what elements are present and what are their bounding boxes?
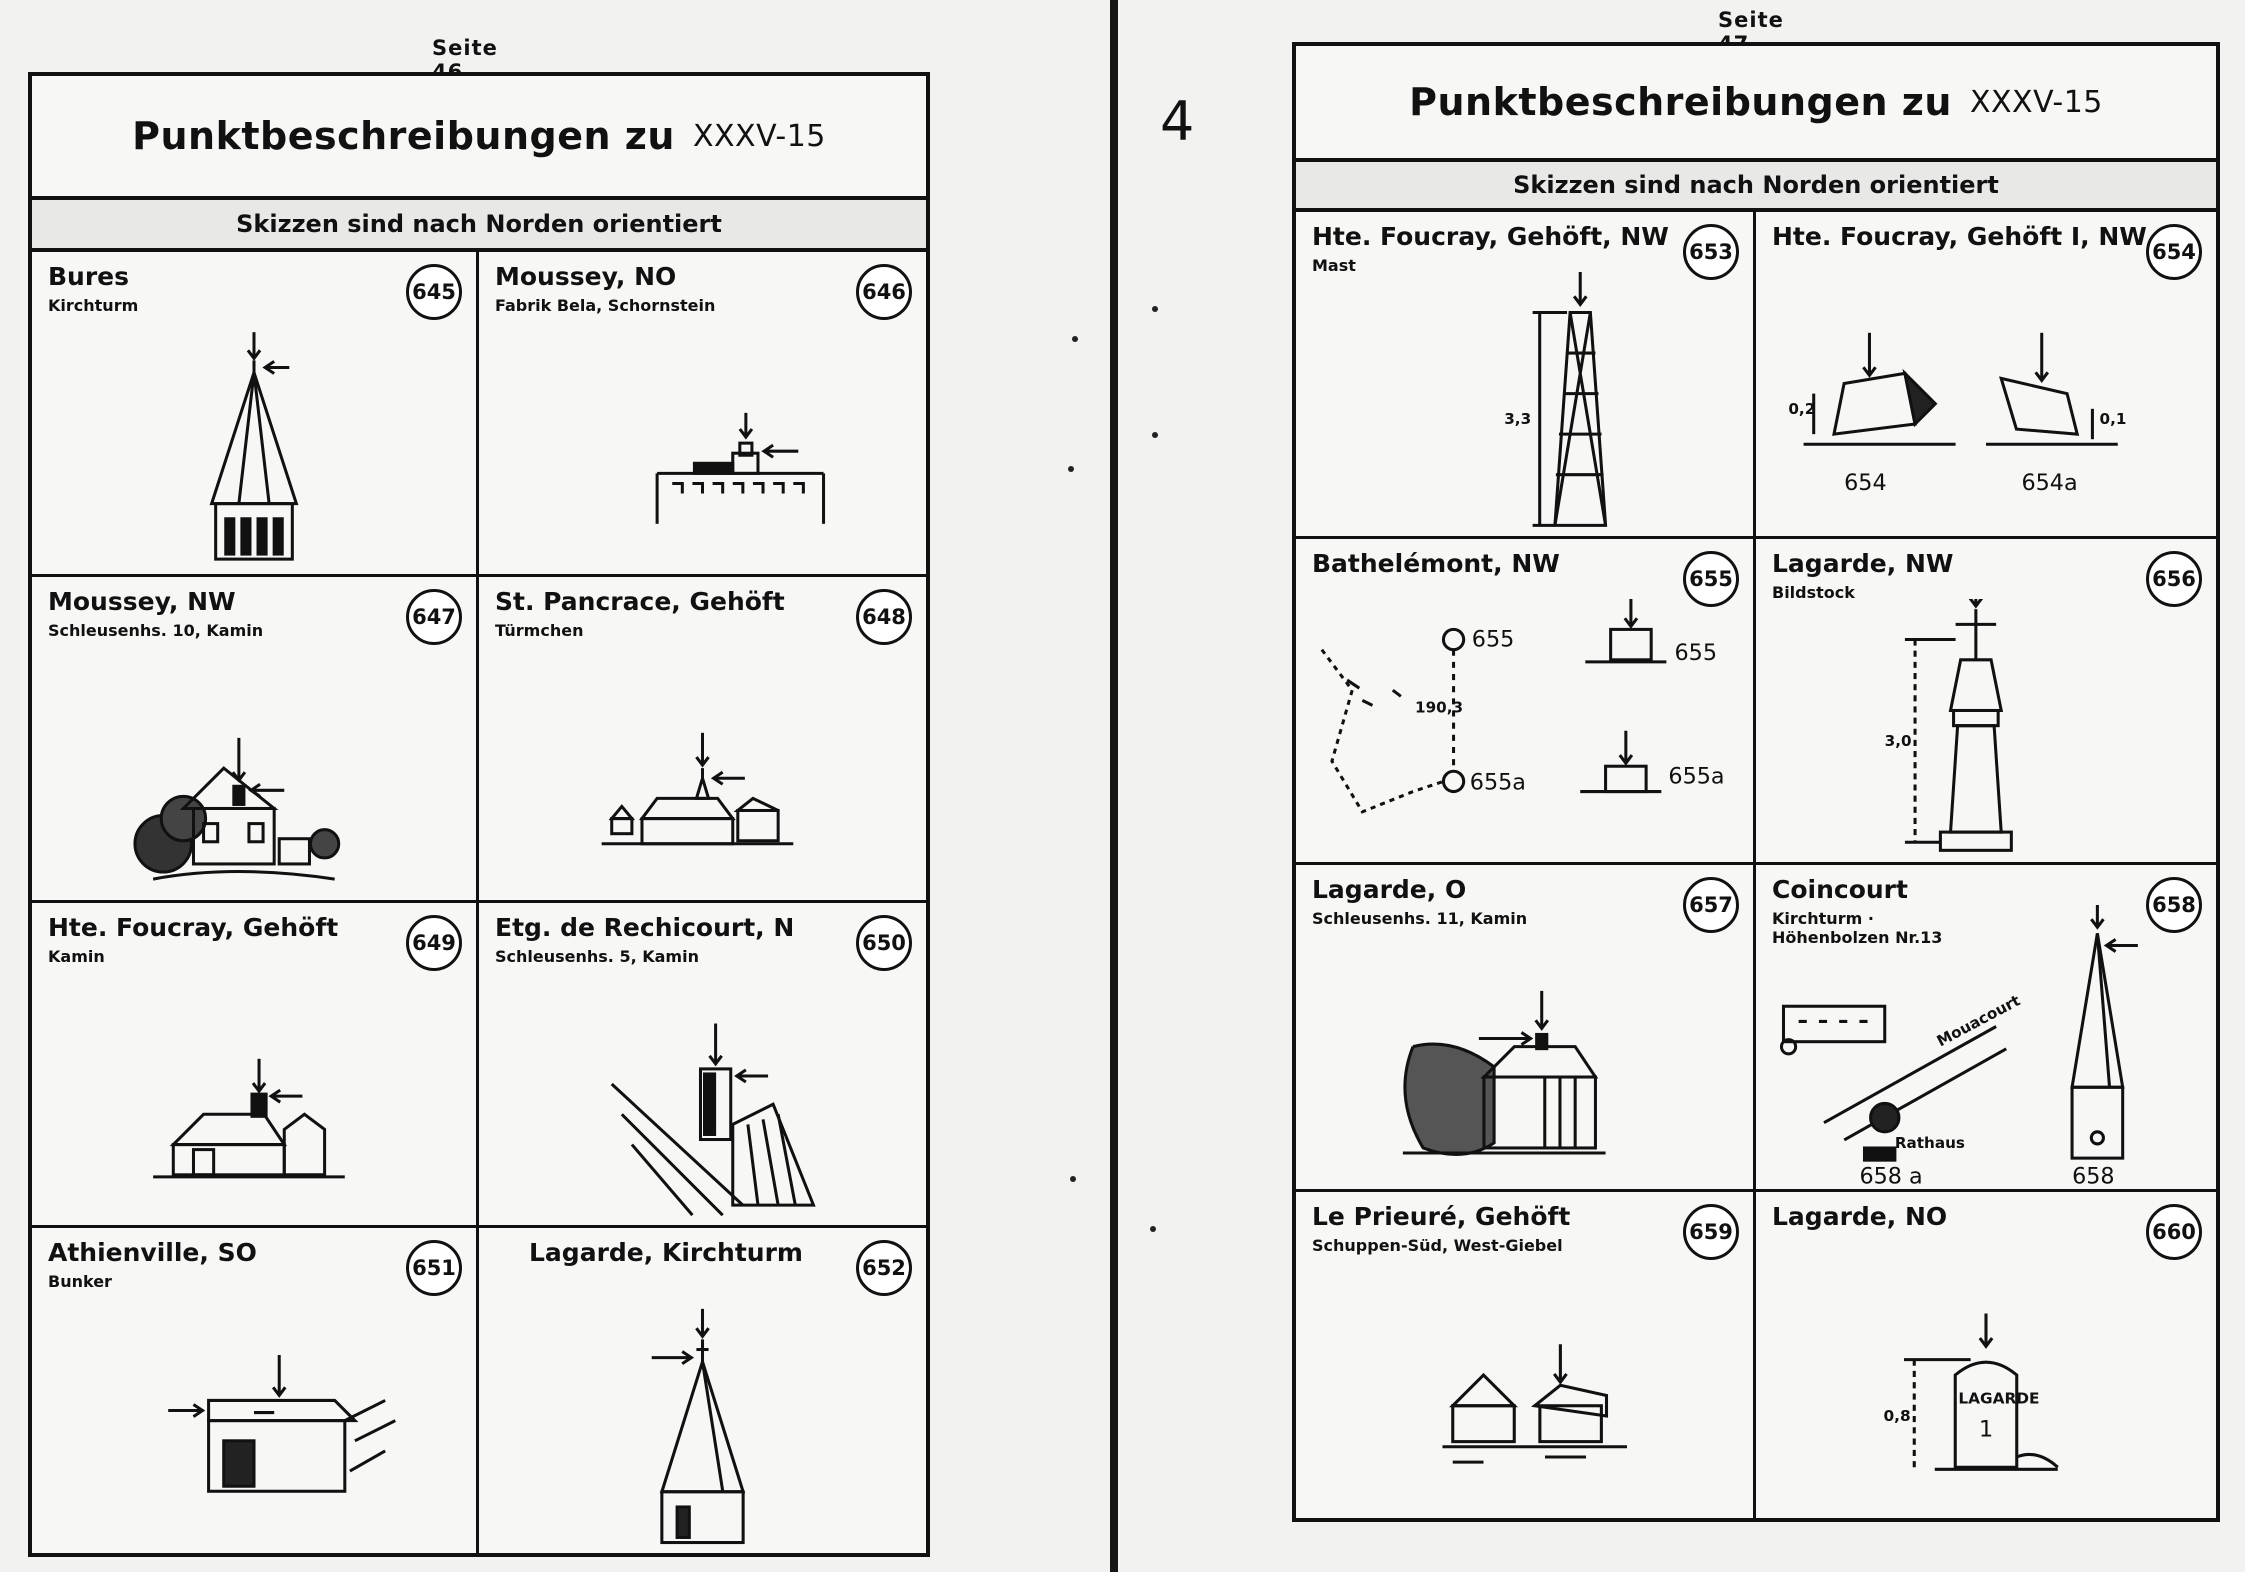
point-desc: Schleusenhs. 11, Kamin — [1312, 909, 1528, 928]
point-desc: Mast — [1312, 256, 1356, 275]
point-cell-645 — [32, 252, 479, 577]
point-number-badge: 658 — [2146, 877, 2202, 933]
point-cell-655 — [1296, 539, 1756, 866]
scan-dot — [1152, 306, 1158, 312]
stone-a-label: 654 — [1844, 469, 1887, 496]
point-name: Bathelémont, NW — [1312, 548, 1560, 578]
point-number-badge: 649 — [406, 915, 462, 971]
marker-height-label: 0,8 — [1883, 1406, 1911, 1425]
scan-dot — [1152, 432, 1158, 438]
point-number-badge: 659 — [1683, 1204, 1739, 1260]
priory-shed-sketch — [1296, 1252, 1753, 1519]
scan-dot — [1150, 1226, 1156, 1232]
left-sheet — [28, 72, 930, 1557]
lock-house-sketch — [32, 637, 476, 899]
point-number-badge: 655 — [1683, 551, 1739, 607]
lagarde-church-sketch — [479, 1288, 926, 1553]
point-name: Athienville, SO — [48, 1237, 257, 1267]
point-desc: Türmchen — [495, 621, 584, 641]
point-cell-656 — [1756, 539, 2216, 866]
factory-chimney-sketch — [479, 312, 926, 574]
point-number-badge: 656 — [2146, 551, 2202, 607]
left-title: Punktbeschreibungen zu — [132, 114, 675, 158]
point-658a-label: 658 a — [1859, 1163, 1923, 1189]
point-desc: Kirchturm · Höhenbolzen Nr.13 — [1772, 909, 1943, 947]
point-name: Hte. Foucray, Gehöft, NW — [1312, 222, 1669, 251]
left-subtitle-box — [32, 200, 926, 252]
point-cell-646 — [479, 252, 926, 577]
point-number-badge: 653 — [1683, 224, 1739, 280]
point-655-right-label: 655 — [1674, 639, 1718, 666]
point-name: Hte. Foucray, Gehöft I, NW — [1772, 222, 2147, 251]
coincourt-sketch — [1756, 905, 2216, 1189]
bunker-sketch — [32, 1288, 476, 1553]
point-number-badge: 648 — [856, 589, 912, 645]
stone-a-height: 0,2 — [1788, 399, 1816, 418]
point-desc: Bunker — [48, 1271, 112, 1291]
point-name: Etg. de Rechicourt, N — [495, 912, 795, 942]
left-subtitle: Skizzen sind nach Norden orientiert — [236, 210, 722, 238]
point-655a-label: 655a — [1469, 769, 1526, 796]
farm-turret-sketch — [479, 637, 926, 899]
stone-b-height: 0,1 — [2099, 410, 2127, 429]
left-sheet-number: XXXV-15 — [692, 118, 826, 154]
point-number-badge: 660 — [2146, 1204, 2202, 1260]
point-desc: Kirchturm — [48, 296, 139, 315]
point-desc: Schuppen-Süd, West-Giebel — [1312, 1235, 1563, 1255]
boundary-stones-sketch — [1756, 272, 2216, 536]
church-spire-sketch — [32, 312, 476, 574]
right-subtitle-box — [1296, 162, 2216, 212]
seite-47-label: Seite — [1718, 8, 1784, 32]
wayside-shrine-sketch — [1756, 599, 2216, 863]
point-name: Moussey, NW — [48, 587, 236, 617]
point-658-label: 658 — [2072, 1163, 2115, 1189]
scan-dot — [1068, 466, 1074, 472]
point-name: Moussey, NO — [495, 262, 677, 291]
point-number-badge: 650 — [856, 915, 912, 971]
right-grid — [1296, 212, 2216, 1518]
seite-46-label: Seite — [432, 36, 498, 60]
stone-b-label: 654a — [2021, 469, 2078, 496]
shrine-height-label: 3,0 — [1884, 731, 1912, 750]
point-number-badge: 645 — [406, 264, 462, 320]
point-number-badge: 657 — [1683, 877, 1739, 933]
point-655a-right-label: 655a — [1668, 762, 1725, 789]
spot-height-label: 190,3 — [1415, 698, 1464, 717]
right-title-box — [1296, 46, 2216, 162]
road-label: Mouacourt — [1933, 991, 2024, 1051]
point-number-badge: 651 — [406, 1240, 462, 1296]
point-name: Le Prieuré, Gehöft — [1312, 1201, 1571, 1231]
left-title-box — [32, 76, 926, 200]
point-cell-648 — [479, 577, 926, 902]
point-name: Lagarde, NW — [1772, 548, 1954, 578]
point-cell-657 — [1296, 865, 1756, 1192]
right-sheet — [1292, 42, 2220, 1522]
point-cell-650 — [479, 903, 926, 1228]
point-655-label: 655 — [1471, 626, 1515, 653]
point-cell-649 — [32, 903, 479, 1228]
lock-house-11-sketch — [1296, 925, 1753, 1189]
lagarde-marker-sketch — [1756, 1252, 2216, 1519]
left-grid — [32, 252, 926, 1553]
right-title: Punktbeschreibungen zu — [1409, 80, 1952, 124]
point-desc: Bildstock — [1772, 582, 1855, 602]
point-number-badge: 646 — [856, 264, 912, 320]
point-number-badge: 647 — [406, 589, 462, 645]
right-sheet-number: XXXV-15 — [1969, 84, 2103, 120]
point-cell-652 — [479, 1228, 926, 1553]
point-desc: Kamin — [48, 946, 105, 966]
bathelemont-sketch — [1296, 599, 1753, 863]
scan-dot — [1070, 1176, 1076, 1182]
scan-dot — [1072, 336, 1078, 342]
point-desc: Schleusenhs. 5, Kamin — [495, 946, 699, 966]
point-desc: Fabrik Bela, Schornstein — [495, 296, 716, 315]
point-number-badge: 654 — [2146, 224, 2202, 280]
point-name: St. Pancrace, Gehöft — [495, 587, 785, 617]
point-name: Lagarde, NO — [1772, 1201, 1948, 1231]
point-name: Coincourt — [1772, 875, 1908, 904]
mast-height-label: 3,3 — [1504, 410, 1532, 429]
point-cell-653 — [1296, 212, 1756, 539]
page-mark: 4 — [1160, 90, 1195, 153]
point-name: Hte. Foucray, Gehöft — [48, 912, 339, 942]
point-cell-659 — [1296, 1192, 1756, 1519]
point-cell-651 — [32, 1228, 479, 1553]
point-cell-647 — [32, 577, 479, 902]
point-name: Lagarde, O — [1312, 875, 1467, 904]
marker-text: LAGARDE — [1958, 1389, 2040, 1408]
roof-chimney-sketch — [479, 963, 926, 1225]
point-cell-658 — [1756, 865, 2216, 1192]
point-name: Lagarde, Kirchturm — [529, 1237, 803, 1267]
point-cell-660 — [1756, 1192, 2216, 1519]
point-number-badge: 652 — [856, 1240, 912, 1296]
mast-sketch — [1296, 272, 1753, 536]
right-subtitle: Skizzen sind nach Norden orientiert — [1513, 171, 1999, 199]
book-spine — [1110, 0, 1118, 1572]
point-name: Bures — [48, 262, 130, 291]
rathaus-label: Rathaus — [1894, 1134, 1965, 1152]
point-cell-654 — [1756, 212, 2216, 539]
farm-chimney-sketch — [32, 963, 476, 1225]
point-desc: Schleusenhs. 10, Kamin — [48, 621, 264, 641]
marker-number: 1 — [1978, 1416, 1994, 1442]
